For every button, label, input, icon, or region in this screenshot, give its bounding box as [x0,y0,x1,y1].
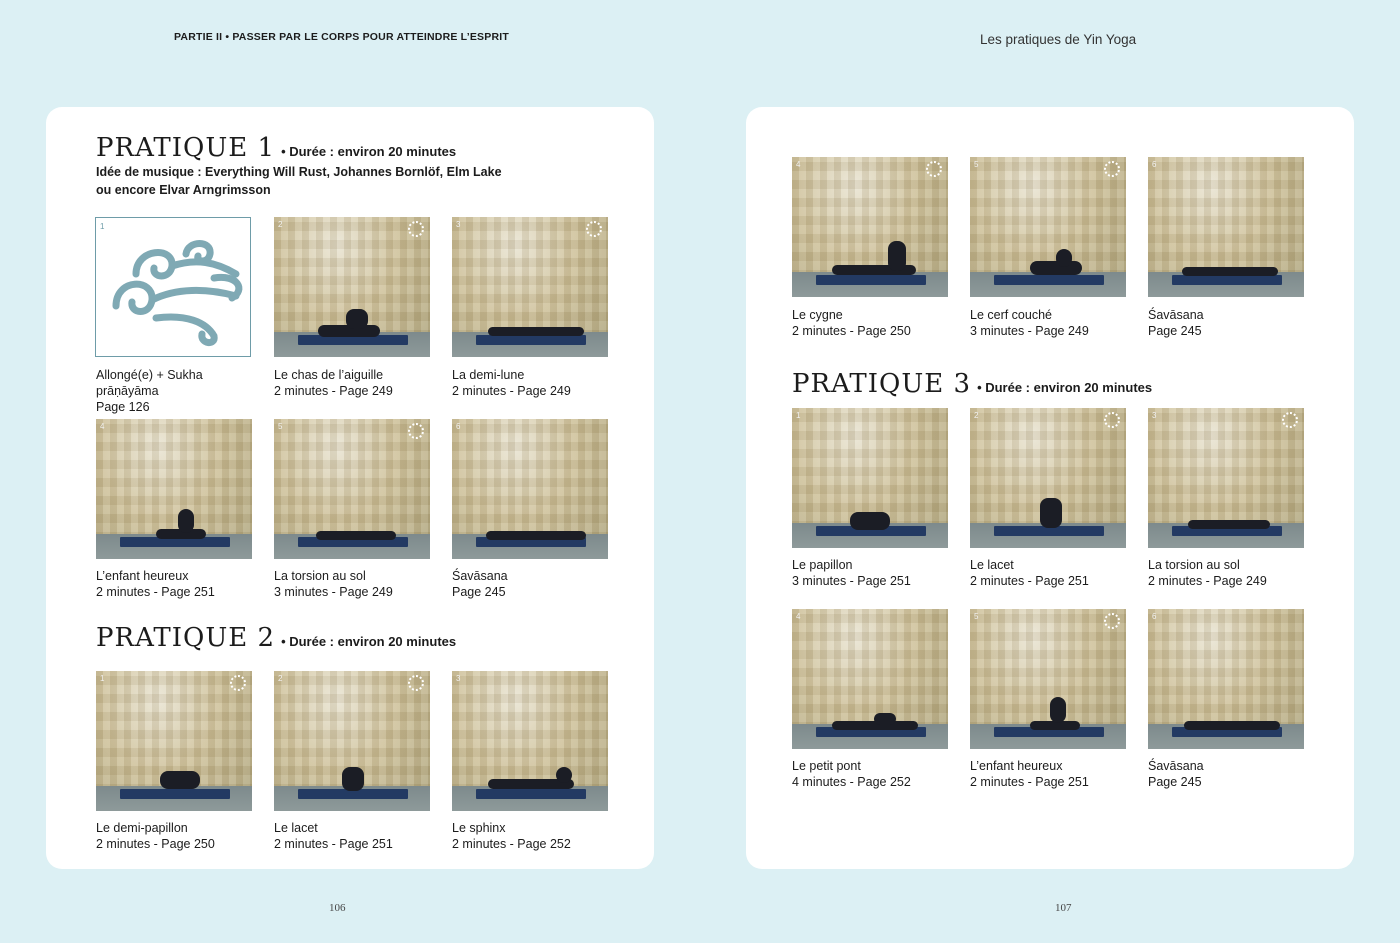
pose-tile [96,671,252,811]
pose-caption [96,568,256,600]
pose-detail: 2 minutes - Page 250 [792,324,911,338]
pose-detail: 2 minutes - Page 249 [274,384,393,398]
yogi-legs [178,509,194,533]
pose-tile [452,671,608,811]
pose-detail: 3 minutes - Page 251 [792,574,911,588]
pratique-2-heading [96,623,456,653]
pose-detail: 2 minutes - Page 251 [970,574,1089,588]
pose-photo [1148,408,1304,548]
pose-name: Le demi-papillon [96,821,188,835]
pose-detail: 2 minutes - Page 251 [970,775,1089,789]
music-line-1: Idée de musique : Everything Will Rust, Johannes Bornlöf, Elm Lake [96,165,502,179]
pose-page: Page 126 [96,400,150,414]
pose-number: 4 [796,612,801,621]
pose-tile [95,217,251,357]
pose-name: Śavāsana [1148,759,1204,773]
page-number-right: 107 [1055,902,1072,914]
pose-name: La torsion au sol [1148,558,1240,572]
pose-caption [792,307,952,339]
page-number-left: 106 [329,902,346,914]
yogi-legs [346,309,368,329]
pratique-1-title: PRATIQUE 1 [96,133,276,163]
pose-caption [96,367,256,415]
rotate-both-sides-icon [1282,412,1298,428]
pose-detail: 2 minutes - Page 249 [452,384,571,398]
yogi-figure [160,771,200,789]
pose-number: 1 [796,411,801,420]
pose-name: Śavāsana [452,569,508,583]
yoga-mat [120,789,230,799]
pose-number: 5 [974,612,979,621]
pose-photo [792,157,948,297]
pose-number: 3 [456,674,461,683]
rotate-both-sides-icon [408,221,424,237]
pose-tile [970,408,1126,548]
yoga-mat [1172,275,1282,285]
pose-photo [970,157,1126,297]
pose-tile [1148,408,1304,548]
pose-photo [452,671,608,811]
rotate-both-sides-icon [586,221,602,237]
pose-detail: Page 245 [452,585,506,599]
pratique-3-heading [792,369,1152,399]
yogi-legs [1050,697,1066,723]
pose-number: 6 [456,422,461,431]
pratique-2-title: PRATIQUE 2 [96,623,276,653]
pose-tile [1148,157,1304,297]
pratique-3-duration: • Durée : environ 20 minutes [977,380,1153,395]
yoga-mat [816,275,926,285]
pose-number: 2 [278,220,283,229]
yogi-figure [1188,520,1270,529]
pose-tile [274,217,430,357]
yoga-mat [476,335,586,345]
pratique-3-title: PRATIQUE 3 [792,369,972,399]
yogi-figure [488,327,584,336]
pose-caption [792,758,952,790]
yogi-figure [342,767,364,791]
pose-tile [792,609,948,749]
pose-photo [96,671,252,811]
pose-photo [970,408,1126,548]
pose-number: 4 [796,160,801,169]
pose-tile [274,671,430,811]
running-header-left: PARTIE II • PASSER PAR LE CORPS POUR ATTEINDRE L’ESPRIT [174,31,509,43]
pose-detail: Page 245 [1148,775,1202,789]
pose-tile [792,408,948,548]
pose-detail: 3 minutes - Page 249 [970,324,1089,338]
rotate-both-sides-icon [1104,161,1120,177]
rotate-both-sides-icon [926,161,942,177]
yoga-mat [476,789,586,799]
pose-detail: 2 minutes - Page 249 [1148,574,1267,588]
pose-caption [452,820,612,852]
pose-name: L’enfant heureux [96,569,189,583]
wind-swirl-icon [96,218,252,358]
pose-caption [274,367,434,399]
running-header-right: Les pratiques de Yin Yoga [980,32,1137,47]
pose-caption [452,367,612,399]
right-page-card [746,107,1354,869]
pose-photo [970,609,1126,749]
yogi-figure [486,531,586,540]
pratique-1-heading [96,133,456,163]
pose-photo [452,419,608,559]
rotate-both-sides-icon [408,423,424,439]
pose-name: Le chas de l’aiguille [274,368,384,382]
pose-detail: 2 minutes - Page 251 [274,837,393,851]
pose-caption [96,820,256,852]
pose-name: Le papillon [792,558,853,572]
pose-photo [1148,609,1304,749]
pose-detail: 2 minutes - Page 252 [452,837,571,851]
pose-name: La demi-lune [452,368,525,382]
pose-caption [970,758,1130,790]
pose-detail: prāṇāyāma [96,384,159,398]
yogi-torso [888,241,906,271]
pose-name: Le lacet [970,558,1014,572]
pose-tile [452,419,608,559]
yogi-torso [1056,249,1072,267]
yogi-head [556,767,572,783]
pose-tile [1148,609,1304,749]
pose-caption [274,568,434,600]
rotate-both-sides-icon [230,675,246,691]
pose-number: 4 [100,422,105,431]
yogi-figure [1182,267,1278,276]
pose-name: Le petit pont [792,759,861,773]
pose-number: 5 [278,422,283,431]
pose-name: Le cerf couché [970,308,1052,322]
pose-photo [274,419,430,559]
yogi-figure [316,531,396,540]
pose-tile [970,157,1126,297]
yogi-figure [1040,498,1062,528]
rotate-both-sides-icon [408,675,424,691]
pose-number: 6 [1152,612,1157,621]
pose-photo [792,609,948,749]
yoga-mat [994,275,1104,285]
breath-illustration [95,217,251,357]
pose-caption [1148,557,1308,589]
pose-photo [274,671,430,811]
pose-tile [96,419,252,559]
pose-name: Le cygne [792,308,843,322]
pose-detail: 3 minutes - Page 249 [274,585,393,599]
pose-tile [452,217,608,357]
pose-name: La torsion au sol [274,569,366,583]
pose-photo [452,217,608,357]
pose-detail: 4 minutes - Page 252 [792,775,911,789]
pose-photo [792,408,948,548]
music-suggestion [96,163,516,199]
pose-detail: 2 minutes - Page 251 [96,585,215,599]
pose-caption [1148,758,1308,790]
pose-number: 3 [1152,411,1157,420]
pose-name: Śavāsana [1148,308,1204,322]
pose-caption [792,557,952,589]
pose-photo [96,419,252,559]
pose-number: 2 [974,411,979,420]
music-line-2: ou encore Elvar Arngrimsson [96,183,271,197]
pose-number: 1 [100,222,105,231]
rotate-both-sides-icon [1104,412,1120,428]
pose-caption [452,568,612,600]
pose-photo [1148,157,1304,297]
pose-name: L’enfant heureux [970,759,1063,773]
pose-number: 1 [100,674,105,683]
pose-tile [792,157,948,297]
pose-caption [1148,307,1308,339]
yogi-figure [1030,261,1082,275]
yogi-figure [850,512,890,530]
pose-number: 3 [456,220,461,229]
yogi-figure [1184,721,1280,730]
pose-number: 5 [974,160,979,169]
pose-name: Le sphinx [452,821,506,835]
pose-tile [970,609,1126,749]
pose-detail: 2 minutes - Page 250 [96,837,215,851]
pose-number: 2 [278,674,283,683]
rotate-both-sides-icon [1104,613,1120,629]
pose-detail: Page 245 [1148,324,1202,338]
pratique-1-duration: • Durée : environ 20 minutes [281,144,457,159]
pratique-2-duration: • Durée : environ 20 minutes [281,634,457,649]
pose-caption [274,820,434,852]
pose-tile [274,419,430,559]
pose-caption [970,557,1130,589]
pose-name: Allongé(e) + Sukha [96,368,203,382]
pose-caption [970,307,1130,339]
yogi-hips [874,713,896,725]
pose-number: 6 [1152,160,1157,169]
pose-photo [274,217,430,357]
pose-name: Le lacet [274,821,318,835]
left-page-card [46,107,654,869]
